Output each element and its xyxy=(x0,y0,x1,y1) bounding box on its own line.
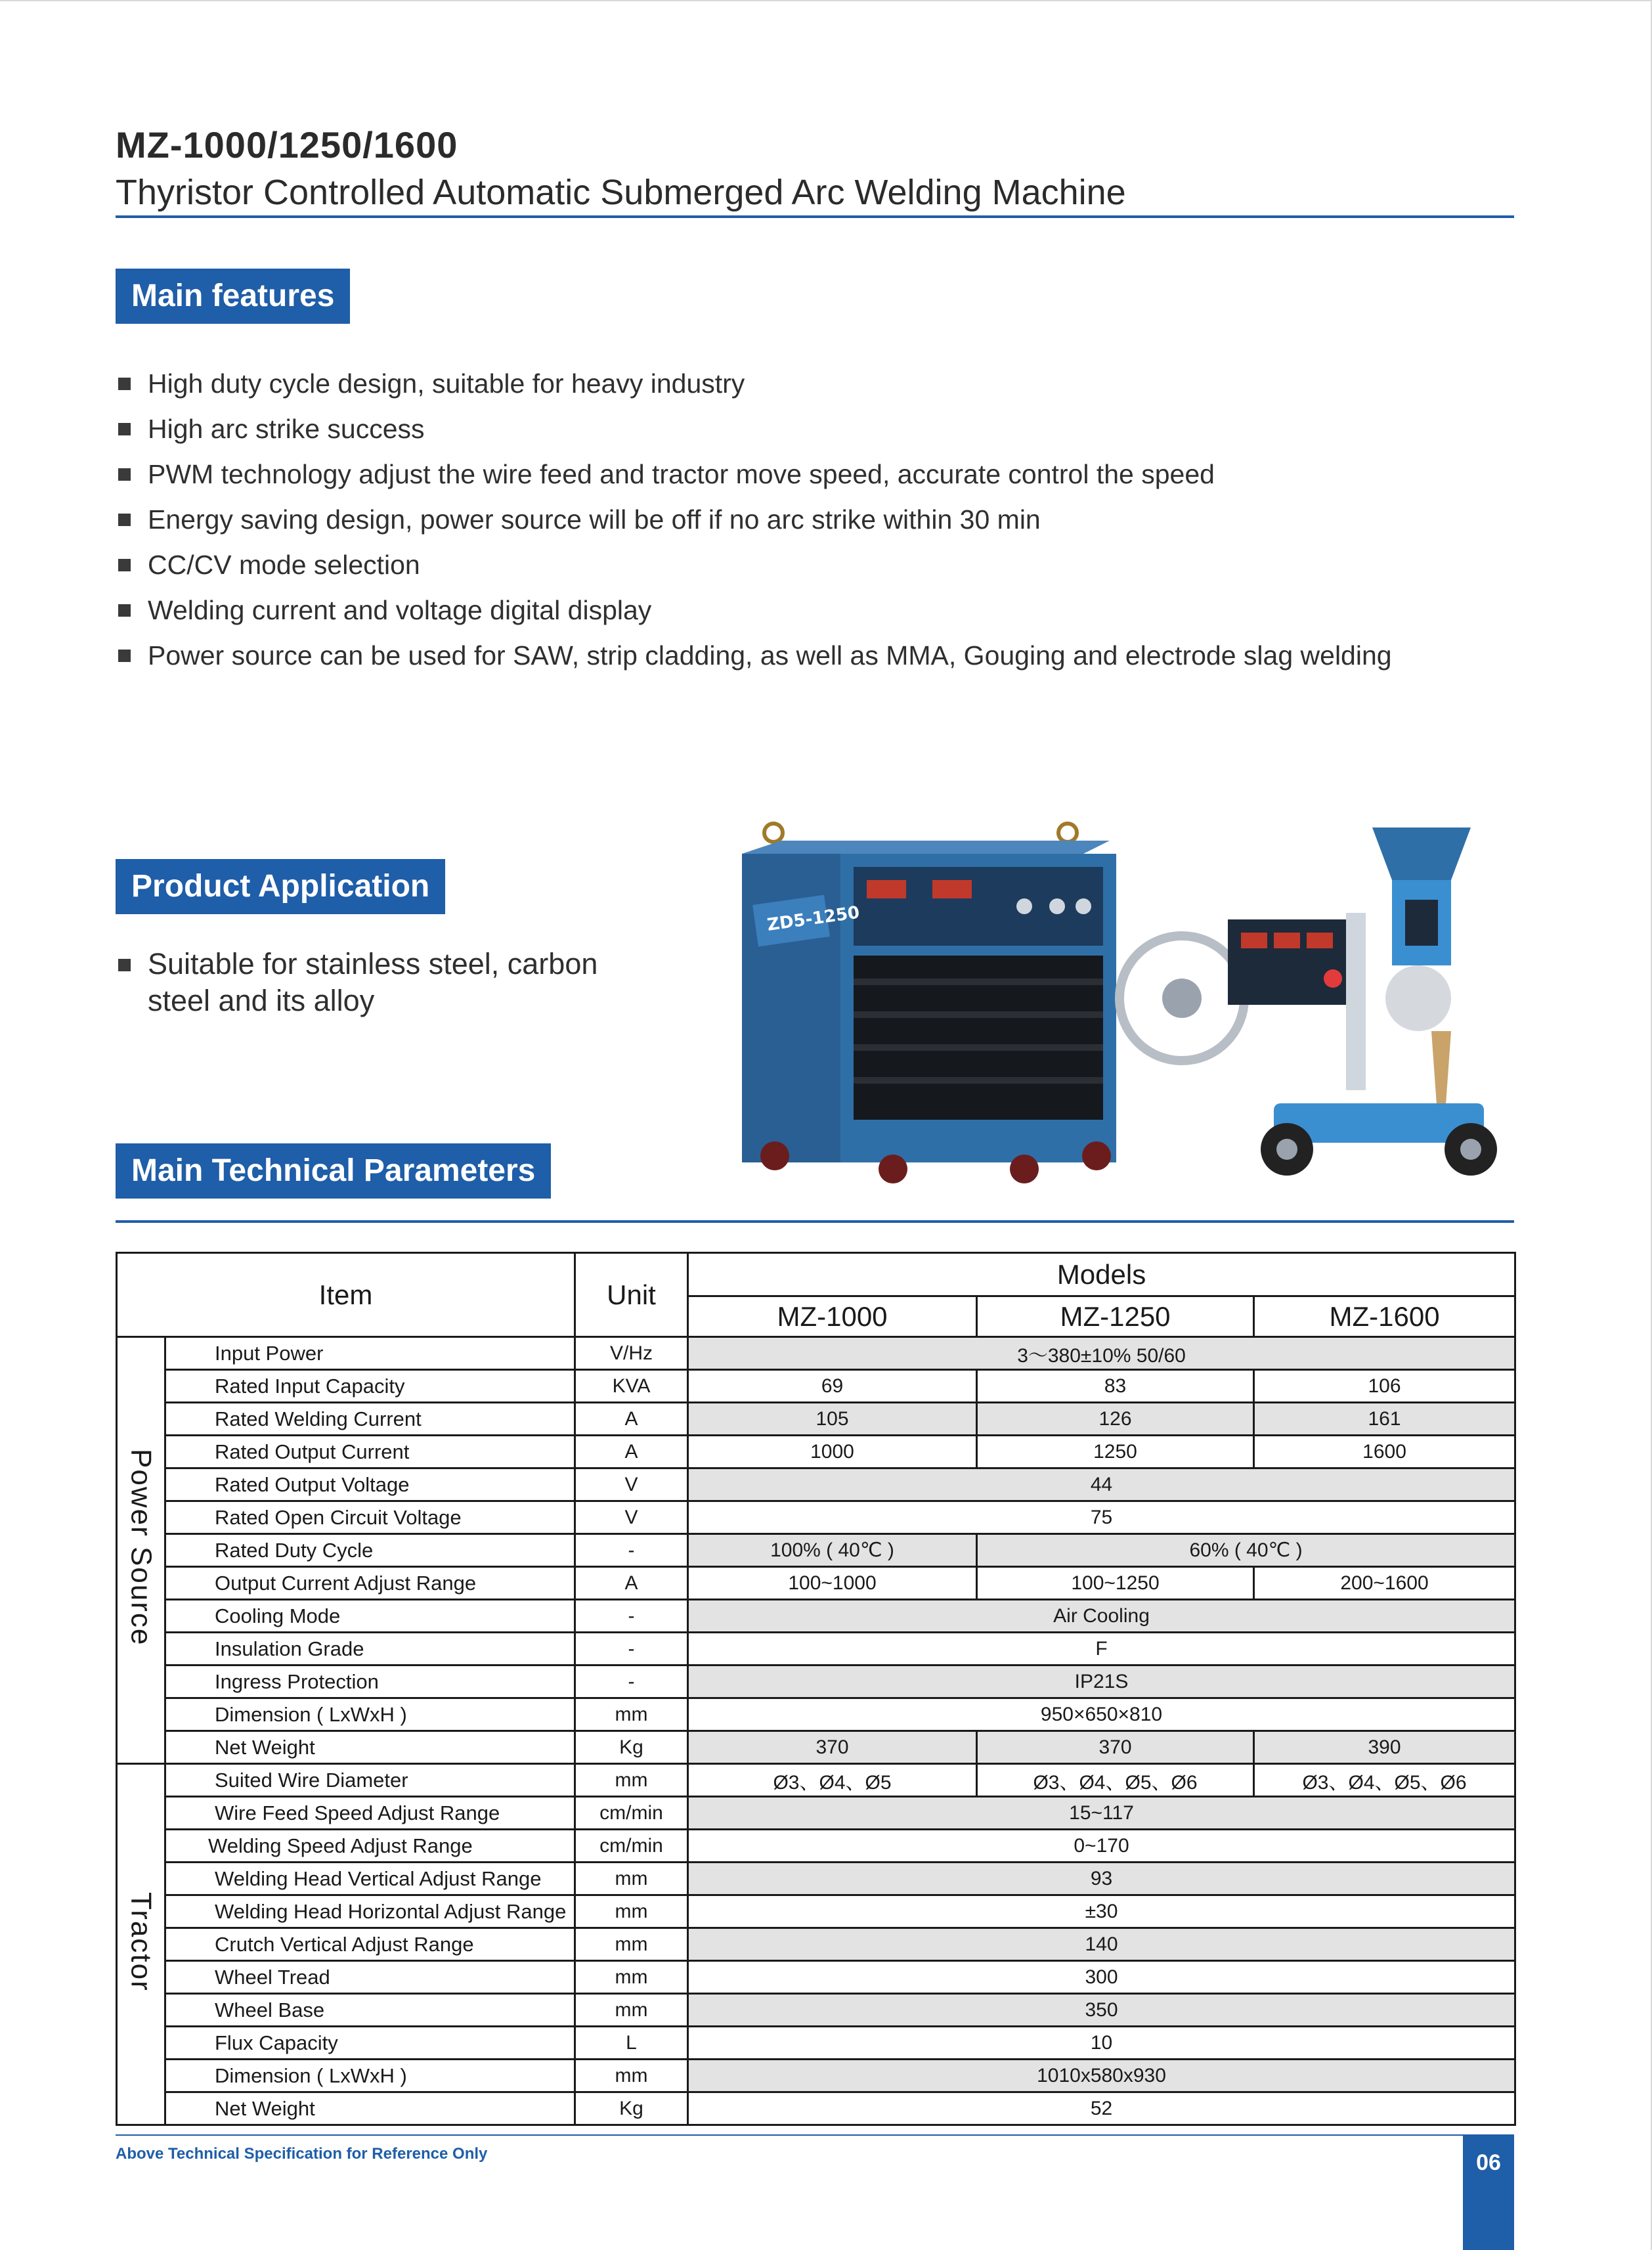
table-row: Welding Head Vertical Adjust Range mm 93 xyxy=(117,1863,1515,1895)
feature-item: Power source can be used for SAW, strip cladding, as well as MMA, Gouging and electrode slag welding xyxy=(116,633,1560,678)
group-tractor: Tractor xyxy=(117,1764,165,2125)
feature-item: PWM technology adjust the wire feed and tractor move speed, accurate control the speed xyxy=(116,452,1560,497)
table-row: Net Weight Kg 52 xyxy=(117,2092,1515,2125)
table-row: Rated Input Capacity KVA 69 83 106 xyxy=(117,1370,1515,1403)
footer-divider xyxy=(116,2134,1514,2136)
table-row: Crutch Vertical Adjust Range mm 140 xyxy=(117,1928,1515,1961)
square-bullet-icon xyxy=(118,959,131,971)
header-model-mz1250: MZ-1250 xyxy=(977,1296,1254,1337)
application-item: Suitable for stainless steel, carbon steel and its alloy xyxy=(116,946,598,1019)
technical-parameters-table xyxy=(116,1252,1516,2126)
application-list xyxy=(116,946,598,1019)
square-bullet-icon xyxy=(118,559,131,571)
table-row: Output Current Adjust Range A 100~1000 100~1250 200~1600 xyxy=(117,1567,1515,1600)
footer-note: Above Technical Specification for Reference Only xyxy=(116,2145,488,2163)
table-row: Cooling Mode - Air Cooling xyxy=(117,1600,1515,1633)
feature-item: High arc strike success xyxy=(116,407,1560,452)
table-row: Dimension ( LxWxH ) mm 950×650×810 xyxy=(117,1698,1515,1731)
header-models: Models xyxy=(688,1253,1515,1296)
product-application-heading: Product Application xyxy=(116,859,445,914)
header-model-mz1000: MZ-1000 xyxy=(688,1296,977,1337)
square-bullet-icon xyxy=(118,468,131,481)
table-row: Power Source Input Power V/Hz 3～380±10% 50/60 xyxy=(117,1337,1515,1370)
header-unit: Unit xyxy=(575,1253,688,1337)
page-subtitle: Thyristor Controlled Automatic Submerged Arc Welding Machine xyxy=(116,173,1126,212)
table-row: Rated Welding Current A 105 126 161 xyxy=(117,1403,1515,1436)
welding-tractor xyxy=(1119,827,1497,1176)
table-row: Wheel Tread mm 300 xyxy=(117,1961,1515,1994)
table-row: Welding Head Horizontal Adjust Range mm ±30 xyxy=(117,1895,1515,1928)
feature-item: Energy saving design, power source will be off if no arc strike within 30 min xyxy=(116,497,1560,542)
square-bullet-icon xyxy=(118,650,131,662)
feature-item: High duty cycle design, suitable for heavy industry xyxy=(116,361,1560,407)
cabinet-model-label: ZD5-1250 xyxy=(766,902,861,935)
table-row: Insulation Grade - F xyxy=(117,1633,1515,1665)
header-model-mz1600: MZ-1600 xyxy=(1254,1296,1515,1337)
power-source-cabinet xyxy=(742,824,1116,1183)
table-row: Flux Capacity L 10 xyxy=(117,2027,1515,2060)
table-row: Ingress Protection - IP21S xyxy=(117,1665,1515,1698)
main-features-heading: Main features xyxy=(116,269,350,324)
table-row: Rated Open Circuit Voltage V 75 xyxy=(117,1501,1515,1534)
main-technical-parameters-heading: Main Technical Parameters xyxy=(116,1143,551,1199)
square-bullet-icon xyxy=(118,378,131,390)
feature-item: Welding current and voltage digital display xyxy=(116,588,1560,633)
parameters-divider xyxy=(116,1220,1514,1223)
table-header-row xyxy=(117,1253,1515,1296)
table-row: Welding Speed Adjust Range cm/min 0~170 xyxy=(117,1830,1515,1863)
model-title: MZ-1000/1250/1600 xyxy=(116,124,458,165)
square-bullet-icon xyxy=(118,604,131,617)
page-top-border xyxy=(0,0,1652,1)
table-row: Net Weight Kg 370 370 390 xyxy=(117,1731,1515,1764)
table-row: Wire Feed Speed Adjust Range cm/min 15~117 xyxy=(117,1797,1515,1830)
table-row: Rated Output Current A 1000 1250 1600 xyxy=(117,1436,1515,1468)
table-row: Dimension ( LxWxH ) mm 1010x580x930 xyxy=(117,2060,1515,2092)
table-row: Rated Output Voltage V 44 xyxy=(117,1468,1515,1501)
product-photo xyxy=(716,814,1530,1195)
table-row: Wheel Base mm 350 xyxy=(117,1994,1515,2027)
square-bullet-icon xyxy=(118,423,131,435)
title-divider xyxy=(116,215,1514,218)
page-number: 06 xyxy=(1463,2134,1514,2250)
square-bullet-icon xyxy=(118,514,131,526)
table-row: Tractor Suited Wire Diameter mm Ø3、Ø4、Ø5 Ø3、Ø4、Ø5、Ø6 Ø3、Ø4、Ø5、Ø6 xyxy=(117,1764,1515,1797)
header-item: Item xyxy=(117,1253,575,1337)
table-row: Rated Duty Cycle - 100% ( 40℃ ) 60% ( 40℃ ) xyxy=(117,1534,1515,1567)
feature-item: CC/CV mode selection xyxy=(116,542,1560,588)
features-list xyxy=(116,361,1560,678)
group-power-source: Power Source xyxy=(117,1337,165,1764)
